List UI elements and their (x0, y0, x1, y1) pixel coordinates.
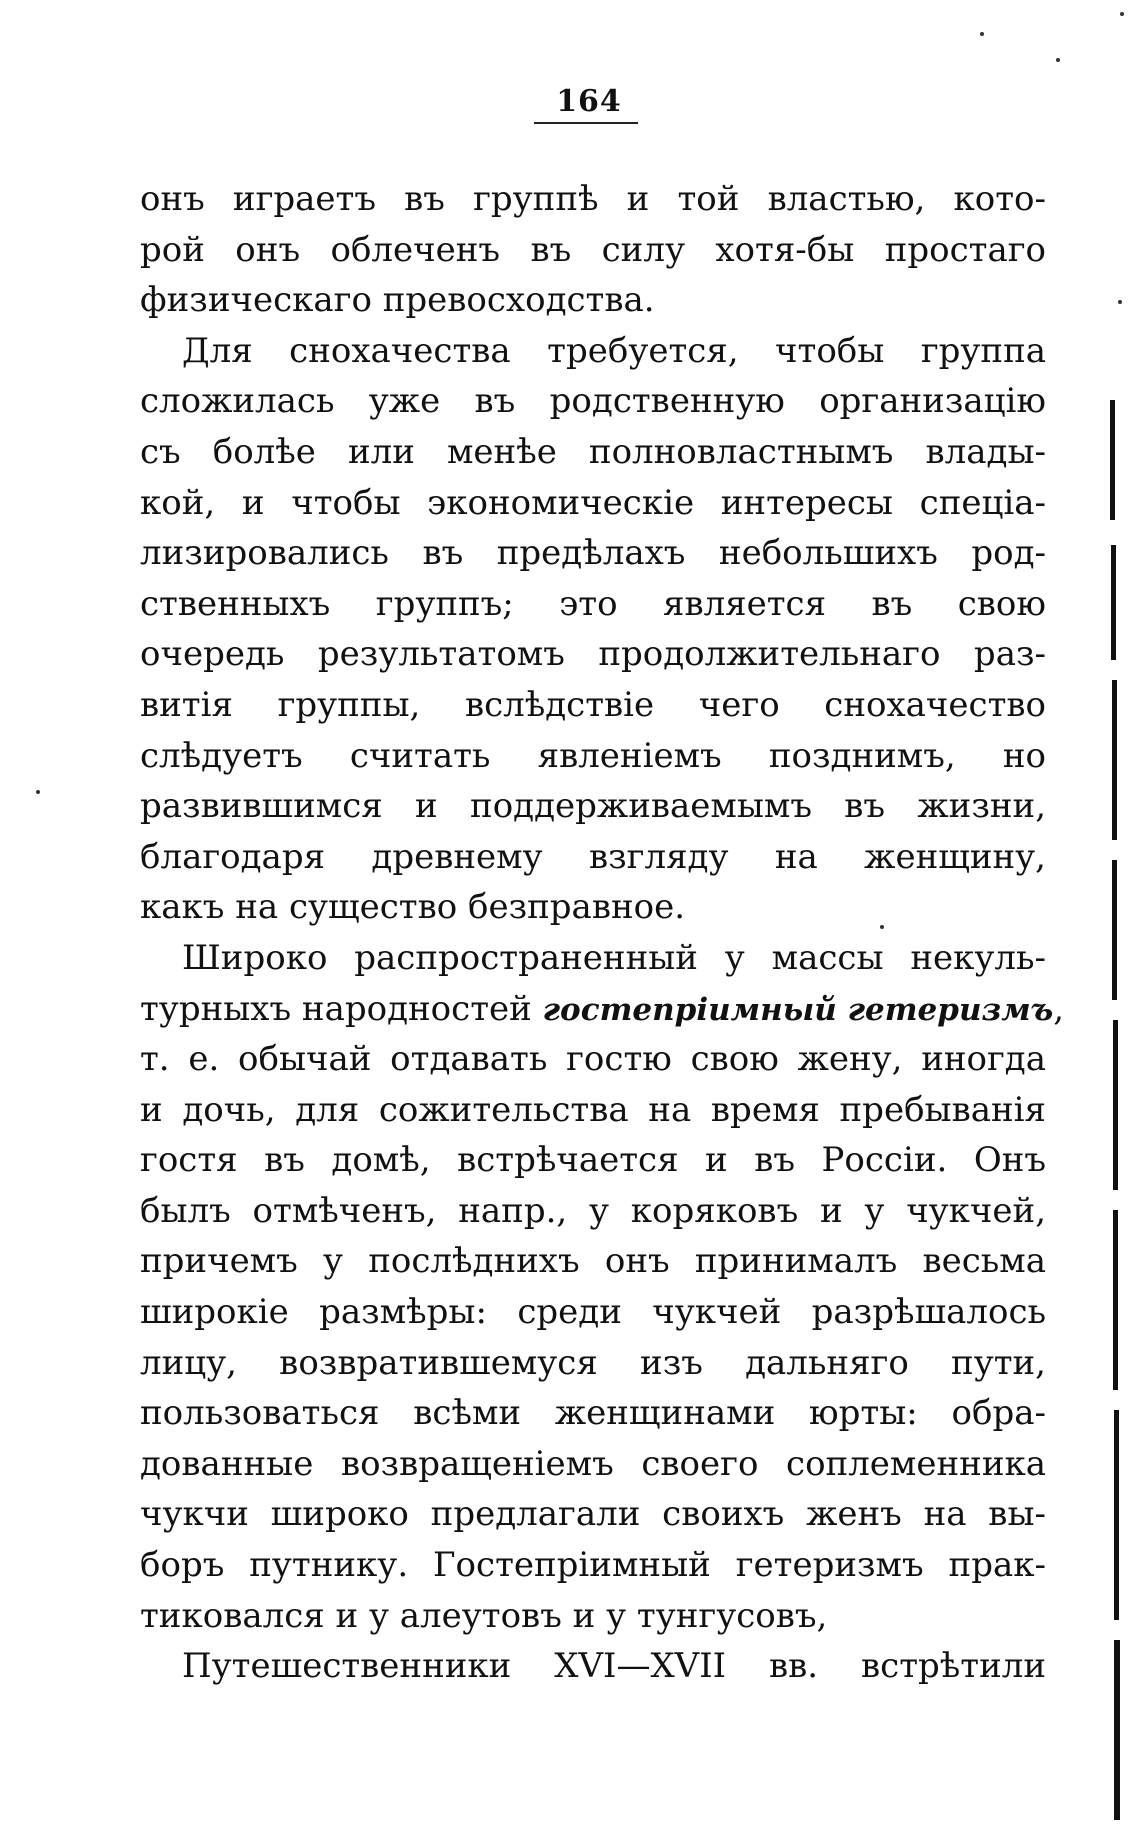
text-line: и дочь, для сожительства на время пребыванія (140, 1089, 1046, 1130)
text-line: боръ путнику. Гостепріимный гетеризмъ прак- (140, 1545, 1046, 1586)
text-line: Для снохачества требуется, чтобы группа (182, 330, 1046, 371)
scan-speck (1118, 300, 1122, 304)
text-line: гостя въ домѣ, встрѣчается и въ Россіи. Онъ (140, 1140, 1046, 1181)
scan-edge-mark (1113, 1210, 1118, 1390)
text-segment: , (1053, 988, 1065, 1029)
text-line: сложилась уже въ родственную организацію (140, 381, 1046, 422)
scan-edge-mark (1114, 1640, 1120, 1820)
body-text (140, 174, 1065, 1692)
text-line: кой, и чтобы экономическіе интересы спеціа- (140, 482, 1046, 523)
text-line: благодаря древнему взгляду на женщину, (140, 836, 1046, 877)
scan-speck (36, 790, 40, 794)
text-line: съ болѣе или менѣе полновластнымъ влады- (140, 431, 1046, 472)
text-line: ственныхъ группъ; это является въ свою (140, 583, 1046, 624)
scan-speck (1056, 58, 1060, 62)
text-line: тиковался и у алеутовъ и у тунгусовъ, (140, 1595, 828, 1636)
italic-term: гостепріимный гетеризмъ (542, 991, 1054, 1028)
text-line: рой онъ облеченъ въ силу хотя-бы простаго (140, 229, 1046, 270)
text-line: лицу, возвратившемуся изъ дальняго пути, (140, 1342, 1046, 1383)
scan-speck (980, 32, 984, 36)
scan-edge-mark (1113, 1020, 1118, 1190)
scan-edge-mark (1110, 400, 1115, 520)
page-number: 164 (556, 84, 622, 119)
scan-speck (1120, 12, 1124, 16)
text-line: развившимся и поддерживаемымъ въ жизни, (140, 786, 1046, 827)
text-line: витія группы, вслѣдствіе чего снохачество (140, 684, 1046, 725)
text-line: слѣдуетъ считать явленіемъ позднимъ, но (140, 735, 1046, 776)
scan-edge-mark (1112, 860, 1117, 1000)
text-line: широкіе размѣры: среди чукчей разрѣшалось (140, 1292, 1046, 1333)
scan-speck (880, 925, 884, 929)
text-line: дованные возвращеніемъ своего соплеменника (140, 1443, 1046, 1484)
text-line: былъ отмѣченъ, напр., у коряковъ и у чукчей, (140, 1190, 1046, 1231)
text-line: очередь результатомъ продолжительнаго раз- (140, 634, 1046, 675)
scan-edge-mark (1111, 545, 1116, 660)
text-line: Широко распространенный у массы некуль- (182, 937, 1046, 978)
text-line-with-italic (140, 984, 1065, 1035)
text-line: чукчи широко предлагали своихъ женъ на вы- (140, 1494, 1046, 1535)
text-line: лизировались въ предѣлахъ небольшихъ род- (140, 533, 1046, 574)
scan-edge-mark (1114, 1410, 1119, 1620)
text-segment: турныхъ народностей (140, 988, 543, 1029)
page-number-underline (534, 122, 638, 124)
text-line: онъ играетъ въ группѣ и той властью, кото- (140, 179, 1046, 219)
scan-edge-mark (1112, 680, 1117, 840)
text-line: причемъ у послѣднихъ онъ принималъ весьма (140, 1241, 1046, 1282)
text-line: пользоваться всѣми женщинами юрты: обра- (140, 1393, 1046, 1434)
text-line: Путешественники XVI—XVII вв. встрѣтили (182, 1646, 1046, 1687)
text-line: т. е. обычай отдавать гостю свою жену, иногда (140, 1039, 1046, 1080)
text-line: какъ на существо безправное. (140, 887, 686, 928)
text-line: физическаго превосходства. (140, 280, 655, 321)
